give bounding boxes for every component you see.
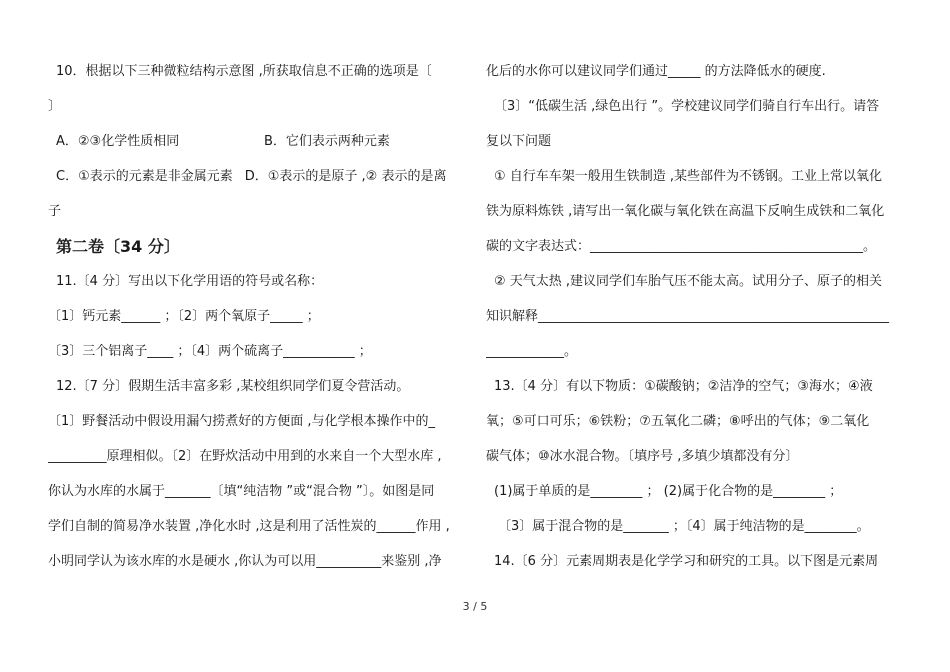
q12-sub-2: ② 天气太热 ,建议同学们车胎气压不能太高。试用分子、原子的相关 <box>494 274 883 289</box>
q12-text-5: 小明同学认为该水库的水是硬水 ,你认为可以用__________来鉴别 ,净 <box>48 554 442 569</box>
q12-text-4: 学们自制的简易净水装置 ,净化水时 ,这是利用了活性炭的______作用 , <box>48 519 450 534</box>
q10-option-c: C．①表示的元素是非金属元素 <box>56 169 233 184</box>
q10-options-ab <box>48 124 466 159</box>
q12-text-3: 你认为水库的水属于_______〔填“纯洁物 ”或“混合物 ”〕。如图是同 <box>48 484 435 499</box>
q10-options-cd <box>48 159 466 194</box>
q12-sub-1: ① 自行车车架一般用生铁制造 ,某些部件为不锈钢。工业上常以氧化 <box>494 169 883 184</box>
q11-part-1-2: 〔1〕钙元素______ ；〔2〕两个氧原子_____ ； <box>48 309 320 324</box>
q10-option-d: D．①表示的是原子 ,② 表示的是离 <box>244 169 447 184</box>
left-column <box>48 54 466 579</box>
q13-part-3-4: 〔3〕属于混合物的是_______ ；〔4〕属于纯洁物的是________。 <box>498 519 870 534</box>
q10-option-a: A．②③化学性质相同 <box>56 134 180 149</box>
q13-text-2: 碳气体；⑩冰水混合物。〔填序号 ,多填少填都没有分〕 <box>486 449 799 464</box>
q12-sub-1-cont: 铁为原料炼铁 ,请写出一氧化碳与氧化铁在高温下反响生成铁和二氧化 <box>486 204 885 219</box>
q14-stem: 14.〔6 分〕元素周期表是化学学习和研究的工具。以下图是元素周 <box>494 554 879 569</box>
q12-stem: 12.〔7 分〕假期生活丰富多彩 ,某校组织同学们夏令营活动。 <box>56 379 410 394</box>
q12-part-3-cont: 复以下问题 <box>486 134 552 149</box>
page-number: 3 / 5 <box>462 600 488 613</box>
section-title: 第二卷〔34 分〕 <box>56 237 180 256</box>
q12-sub-2-answer: ____________。 <box>486 344 578 359</box>
q12-text-2: _________原理相似。〔2〕在野炊活动中用到的水来自一个大型水库 , <box>48 449 442 464</box>
q13-text-1: 氧；⑤可口可乐；⑥铁粉；⑦五氧化二磷；⑧呼出的气体；⑨二氧化 <box>486 414 870 429</box>
q12-sub-1-answer: 碳的文字表达式：__________________________________________。 <box>486 239 877 254</box>
q13-stem: 13.〔4 分〕有以下物质：①碳酸钠；②洁净的空气；③海水；④液 <box>494 379 873 394</box>
q12-sub-2-cont: 知识解释______________________________________________________ <box>486 309 890 324</box>
q11-part-3-4: 〔3〕三个铝离子____ ；〔4〕两个硫离子___________ ； <box>48 344 372 359</box>
q10-stem-cont: 〕 <box>48 99 62 114</box>
q10-option-b: B．它们表示两种元素 <box>264 134 390 149</box>
q11-stem: 11.〔4 分〕写出以下化学用语的符号或名称： <box>56 274 324 289</box>
q12-text-1: 〔1〕野餐活动中假设用漏勺捞煮好的方便面 ,与化学根本操作中的_ <box>48 414 436 429</box>
q12-part-3: 〔3〕“低碳生活 ,绿色出行 ”。学校建议同学们骑自行车出行。请答 <box>494 99 880 114</box>
q10-stem: 10．根据以下三种微粒结构示意图 ,所获取信息不正确的选项是〔 <box>56 64 432 79</box>
q12-text-6: 化后的水你可以建议同学们通过_____ 的方法降低水的硬度. <box>486 64 826 79</box>
right-column <box>486 54 904 579</box>
q13-part-1-2: (1)属于单质的是________ ； (2)属于化合物的是________ ； <box>494 484 843 499</box>
q10-option-d-cont: 子 <box>48 204 62 219</box>
